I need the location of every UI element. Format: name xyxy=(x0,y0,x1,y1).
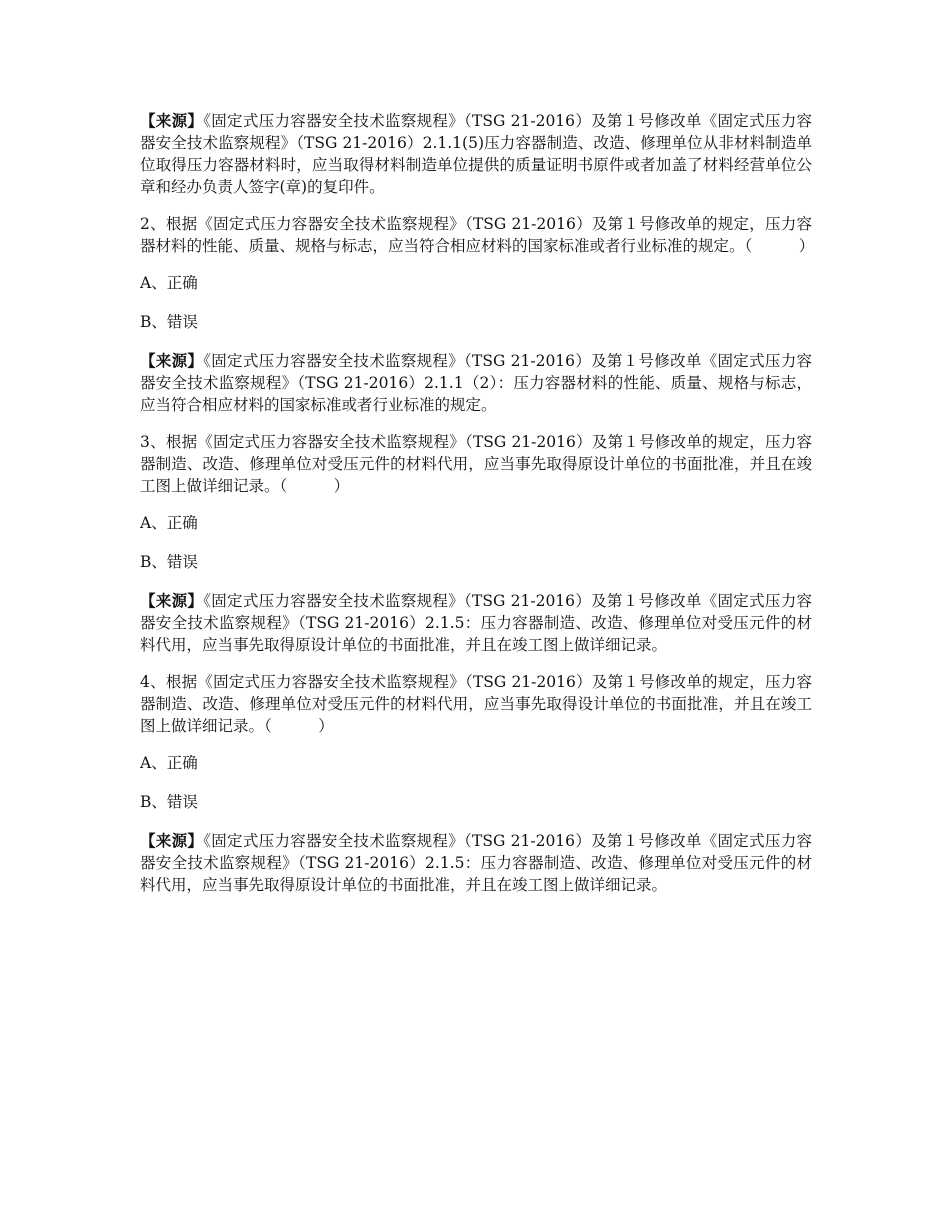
option-b: B、错误 xyxy=(140,553,198,571)
source-note xyxy=(140,350,812,416)
question-2: 2、根据《固定式压力容器安全技术监察规程》（TSG 21-2016）及第１号修改单的规定，压力容器材料的性能、质量、规格与标志，应当符合相应材料的国家标准或者行业标准的规定。（ ） xyxy=(140,215,815,255)
option-a: A、正确 xyxy=(140,274,198,292)
document-page xyxy=(140,110,815,911)
source-label: 【来源】 xyxy=(140,831,204,850)
option-b: B、错误 xyxy=(140,313,198,331)
question-3: 3、根据《固定式压力容器安全技术监察规程》（TSG 21-2016）及第１号修改单的规定，压力容器制造、改造、修理单位对受压元件的材料代用，应当事先取得原设计单位的书面批准，并且在竣工图上做详细记录。（ ） xyxy=(140,433,812,495)
source-label: 【来源】 xyxy=(140,111,204,130)
source-label: 【来源】 xyxy=(140,591,204,610)
source-label: 【来源】 xyxy=(140,351,204,370)
source-text: 《固定式压力容器安全技术监察规程》（TSG 21-2016）及第１号修改单《固定式压力容器安全技术监察规程》（TSG 21-2016）2.1.5：压力容器制造、改造、修理单位对受压元件的材料代用，应当事先取得原设计单位的书面批准，并且在竣工图上做详细记录。 xyxy=(140,592,812,654)
source-note xyxy=(140,830,812,896)
source-text: 《固定式压力容器安全技术监察规程》（TSG 21-2016）及第１号修改单《固定式压力容器安全技术监察规程》（TSG 21-2016）2.1.5：压力容器制造、改造、修理单位对受压元件的材料代用，应当事先取得原设计单位的书面批准，并且在竣工图上做详细记录。 xyxy=(140,832,812,894)
source-note xyxy=(140,110,812,198)
source-text: 《固定式压力容器安全技术监察规程》（TSG 21-2016）及第１号修改单《固定式压力容器安全技术监察规程》（TSG 21-2016）2.1.1（2）：压力容器材料的性能、质量、规格与标志，应当符合相应材料的国家标准或者行业标准的规定。 xyxy=(140,352,812,414)
option-b: B、错误 xyxy=(140,793,198,811)
source-text: 《固定式压力容器安全技术监察规程》（TSG 21-2016）及第１号修改单《固定式压力容器安全技术监察规程》（TSG 21-2016）2.1.1(5)压力容器制造、改造、修理单位从非材料制造单位取得压力容器材料时，应当取得材料制造单位提供的质量证明书原件或者加盖了材料经营单位公章和经办负责人签字(章)的复印件。 xyxy=(140,112,812,196)
source-note xyxy=(140,590,812,656)
option-a: A、正确 xyxy=(140,514,198,532)
option-a: A、正确 xyxy=(140,754,198,772)
question-4: 4、根据《固定式压力容器安全技术监察规程》（TSG 21-2016）及第１号修改单的规定，压力容器制造、改造、修理单位对受压元件的材料代用，应当事先取得设计单位的书面批准，并且在竣工图上做详细记录。（ ） xyxy=(140,673,812,735)
